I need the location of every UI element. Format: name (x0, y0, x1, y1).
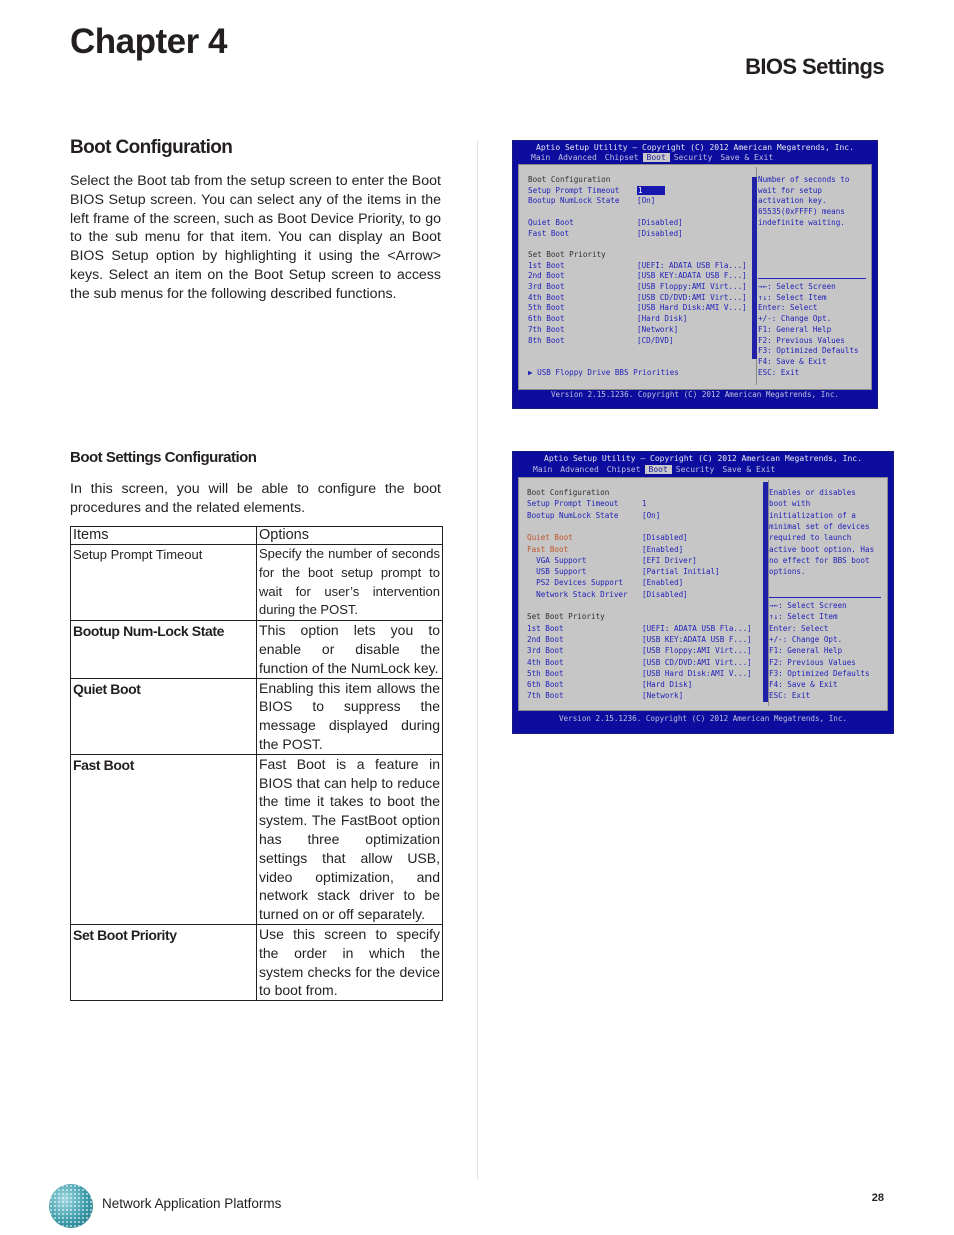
page-number: 28 (871, 1192, 884, 1204)
bios-option-label[interactable]: 7th Boot (528, 324, 565, 334)
boot-settings-table (70, 526, 443, 1001)
bios-key-hint: +/-: Change Opt. (758, 314, 832, 324)
bios-tabs (529, 465, 779, 474)
bios-help-text: boot with (769, 499, 811, 509)
item-cell: Bootup Num-Lock State (71, 621, 257, 678)
bios-help-text: options. (769, 567, 806, 577)
table-row (71, 924, 443, 1000)
bios-option-label[interactable]: 6th Boot (527, 680, 564, 690)
bios-option-value[interactable]: [On] (637, 196, 656, 206)
bios-option-label[interactable]: PS2 Devices Support (527, 578, 624, 588)
bios-option-label[interactable]: 1st Boot (528, 260, 565, 270)
bios-option-value[interactable]: [Disabled] (637, 217, 683, 227)
bios-footer: Version 2.15.1236. Copyright (C) 2012 American Megatrends, Inc. (558, 714, 848, 723)
table-row (71, 545, 443, 621)
options-header: Options (257, 527, 443, 545)
bios-option-value[interactable]: [Partial Initial] (642, 567, 720, 577)
bios-option-label[interactable]: Fast Boot (527, 544, 569, 554)
scrollbar[interactable] (763, 482, 768, 702)
boot-settings-paragraph: In this screen, you will be able to configure the boot procedures and the related elements. (70, 481, 441, 516)
chapter-title: Chapter 4 (70, 22, 227, 61)
item-cell: Setup Prompt Timeout (71, 545, 257, 621)
boot-configuration-paragraph: Select the Boot tab from the setup screen to enter the Boot BIOS Setup screen. You can select any of the items in the left frame of the screen, such as Boot Device Priority, to go to the sub menu for that item. You can display an Boot BIOS Setup option by highlighting it using the <Arrow> keys. Select an item on the Boot Setup screen to access the sub menus for the following described functions. (70, 173, 441, 302)
footer-text: Network Application Platforms (102, 1196, 282, 1211)
bios-option-value[interactable]: 1 (642, 499, 647, 509)
bios-option-label[interactable]: Boot Configuration (527, 488, 610, 497)
bios-option-value[interactable]: [USB Floppy:AMI Virt...] (637, 282, 747, 291)
bios-option-value[interactable]: [Enabled] (642, 578, 684, 588)
bios-option-label[interactable]: 3rd Boot (528, 282, 565, 291)
bios-key-hint: F2: Previous Values (769, 657, 856, 667)
bios-tab[interactable]: Boot (643, 153, 670, 162)
bios-option-value[interactable]: [USB Hard Disk:AMI V...] (637, 303, 747, 313)
bios-option-value[interactable]: [USB CD/DVD:AMI Virt...] (642, 657, 752, 667)
option-cell: Use this screen to specify the order in which the system checks for the device to boot from. (257, 924, 443, 1000)
bios-option-value[interactable]: [USB CD/DVD:AMI Virt...] (637, 292, 747, 302)
company-logo (49, 1184, 93, 1228)
boot-configuration-heading: Boot Configuration (70, 137, 233, 158)
bios-option-value[interactable]: [Disabled] (642, 533, 688, 543)
bios-option-value[interactable]: [Disabled] (642, 589, 688, 599)
bios-option-label[interactable]: VGA Support (527, 555, 587, 565)
bios-tab[interactable]: Security (675, 465, 715, 474)
column-divider (477, 140, 478, 1180)
bios-option-value[interactable]: [Hard Disk] (642, 680, 693, 690)
bios-option-value[interactable]: [CD/DVD] (637, 335, 674, 345)
bios-tab[interactable]: Save & Exit (720, 153, 774, 162)
bios-option-label[interactable]: 8th Boot (528, 335, 565, 345)
bios-option-value[interactable]: [Enabled] (642, 544, 684, 554)
bios-key-hint: F2: Previous Values (758, 335, 845, 345)
bios-tab[interactable]: Advanced (560, 465, 599, 474)
bios-key-hint: F4: Save & Exit (758, 356, 827, 366)
bios-option-value[interactable]: [Network] (642, 691, 684, 701)
bios-option-value[interactable]: [Hard Disk] (637, 314, 688, 324)
bios-option-label[interactable]: Bootup NumLock State (527, 510, 619, 520)
table-row (71, 678, 443, 754)
bios-option-label[interactable]: 2nd Boot (528, 271, 565, 281)
bios-option-label[interactable]: 6th Boot (528, 314, 565, 324)
bios-option-value[interactable]: [USB KEY:ADATA USB F...] (642, 634, 752, 644)
bios-key-hint: F3: Optimized Defaults (769, 668, 870, 678)
bios-help-text: Number of seconds to (758, 175, 850, 184)
boot-settings-heading: Boot Settings Configuration (70, 449, 257, 466)
bios-option-value[interactable]: [On] (642, 510, 661, 520)
bios-option-value[interactable]: [USB KEY:ADATA USB F...] (637, 271, 747, 281)
bios-option-label[interactable]: Fast Boot (528, 228, 570, 238)
bios-footer: Version 2.15.1236. Copyright (C) 2012 American Megatrends, Inc. (550, 390, 840, 399)
scrollbar[interactable] (752, 177, 757, 359)
bios-option-value[interactable]: [Disabled] (637, 228, 683, 238)
help-separator (758, 278, 866, 279)
bios-key-hint: F1: General Help (769, 646, 843, 656)
bios-panel (518, 477, 888, 711)
option-cell: Specify the number of seconds for the boot setup prompt to wait for user’s intervention during the POST. (257, 545, 443, 621)
bios-option-label[interactable]: Setup Prompt Timeout (528, 185, 620, 195)
item-cell: Fast Boot (71, 754, 257, 924)
bios-key-hint: ESC: Exit (758, 367, 800, 377)
bios-tab[interactable]: Main (531, 153, 551, 162)
bios-screenshot-boot (512, 140, 878, 409)
bios-key-hint: F1: General Help (758, 324, 832, 334)
table-row (71, 754, 443, 924)
bios-help-text: Enables or disables (769, 488, 856, 497)
bios-key-hint: →←: Select Screen (758, 282, 836, 291)
bios-key-hint: Enter: Select (758, 303, 818, 313)
bios-help-text: active boot option. Has (769, 544, 875, 554)
bios-screenshot-fastboot (512, 451, 894, 734)
bios-help-text: minimal set of devices (769, 521, 870, 531)
bios-panel (518, 164, 872, 390)
bios-option-value[interactable]: [UEFI: ADATA USB Fla...] (637, 260, 747, 270)
bios-key-hint: +/-: Change Opt. (769, 634, 843, 644)
bios-option-label[interactable]: Setup Prompt Timeout (527, 499, 619, 509)
bios-tabs (527, 153, 777, 162)
option-cell: This option lets you to enable or disable the function of the NumLock key. (257, 621, 443, 678)
bios-option-label[interactable]: Set Boot Priority (527, 612, 605, 622)
bios-key-hint: ↑↓: Select Item (769, 612, 838, 622)
bios-tab[interactable]: Advanced (558, 153, 597, 162)
bios-help-text: no effect for BBS boot (769, 555, 870, 565)
bios-help-text: 65535(0xFFFF) means (758, 207, 845, 217)
bios-option-value[interactable]: [EFI Driver] (642, 555, 697, 565)
bios-option-label[interactable]: 5th Boot (528, 303, 565, 313)
items-header: Items (71, 527, 257, 545)
bios-tab[interactable]: Main (533, 465, 553, 474)
bios-tab[interactable]: Save & Exit (722, 465, 776, 474)
option-cell: Fast Boot is a feature in BIOS that can help to reduce the time it takes to boot the system. The FastBoot option has three optimization settings that allow USB, video optimization, and network stack driver to be turned on or off separately. (257, 754, 443, 924)
bios-help-text: wait for setup (758, 185, 823, 195)
bios-key-hint: ESC: Exit (769, 691, 811, 701)
item-cell: Quiet Boot (71, 678, 257, 754)
bios-option-label[interactable]: USB Support (527, 567, 587, 577)
table-row (71, 621, 443, 678)
help-separator (769, 597, 881, 598)
bios-option-label[interactable]: ▶ USB Floppy Drive BBS Priorities (528, 367, 679, 377)
bios-help-text: initialization of a (769, 510, 856, 520)
bios-help-text: required to launch (769, 533, 852, 543)
bios-option-value[interactable]: [USB Hard Disk:AMI V...] (642, 668, 752, 678)
bios-tab[interactable]: Chipset (606, 465, 641, 474)
bios-key-hint: F4: Save & Exit (769, 680, 838, 690)
bios-option-label[interactable]: Network Stack Driver (527, 589, 628, 599)
bios-tab[interactable]: Security (673, 153, 713, 162)
bios-key-hint: ↑↓: Select Item (758, 292, 827, 302)
bios-option-label[interactable]: Bootup NumLock State (528, 196, 620, 206)
bios-option-label[interactable]: 4th Boot (528, 292, 565, 302)
bios-option-value[interactable]: [UEFI: ADATA USB Fla...] (642, 623, 752, 633)
bios-option-value[interactable]: [USB Floppy:AMI Virt...] (642, 646, 752, 656)
section-title: BIOS Settings (745, 54, 884, 79)
bios-option-label[interactable]: 2nd Boot (527, 634, 564, 644)
bios-option-label[interactable]: 3rd Boot (527, 646, 564, 656)
bios-help-text: activation key. (758, 196, 827, 206)
bios-option-label[interactable]: Set Boot Priority (528, 249, 606, 259)
bios-option-label[interactable]: Quiet Boot (527, 533, 573, 543)
bios-option-value[interactable]: [Network] (637, 324, 679, 334)
bios-key-hint: →←: Select Screen (769, 601, 847, 610)
bios-help-text: indefinite waiting. (758, 217, 845, 227)
bios-key-hint: F3: Optimized Defaults (758, 346, 859, 356)
bios-tab[interactable]: Chipset (604, 153, 639, 162)
bios-option-label[interactable]: 4th Boot (527, 657, 564, 667)
bios-title: Aptio Setup Utility – Copyright (C) 2012 American Megatrends, Inc. (536, 143, 854, 152)
bios-tab[interactable]: Boot (645, 465, 672, 474)
bios-option-label[interactable]: Boot Configuration (528, 175, 611, 184)
bios-option-value[interactable]: 1 (637, 186, 665, 195)
bios-title: Aptio Setup Utility – Copyright (C) 2012 American Megatrends, Inc. (544, 454, 862, 463)
option-cell: Enabling this item allows the BIOS to suppress the message displayed during the POST. (257, 678, 443, 754)
bios-option-label[interactable]: Quiet Boot (528, 217, 574, 227)
item-cell: Set Boot Priority (71, 924, 257, 1000)
bios-option-label[interactable]: 1st Boot (527, 623, 564, 633)
bios-key-hint: Enter: Select (769, 623, 829, 633)
bios-option-label[interactable]: 5th Boot (527, 668, 564, 678)
bios-option-label[interactable]: 7th Boot (527, 691, 564, 701)
